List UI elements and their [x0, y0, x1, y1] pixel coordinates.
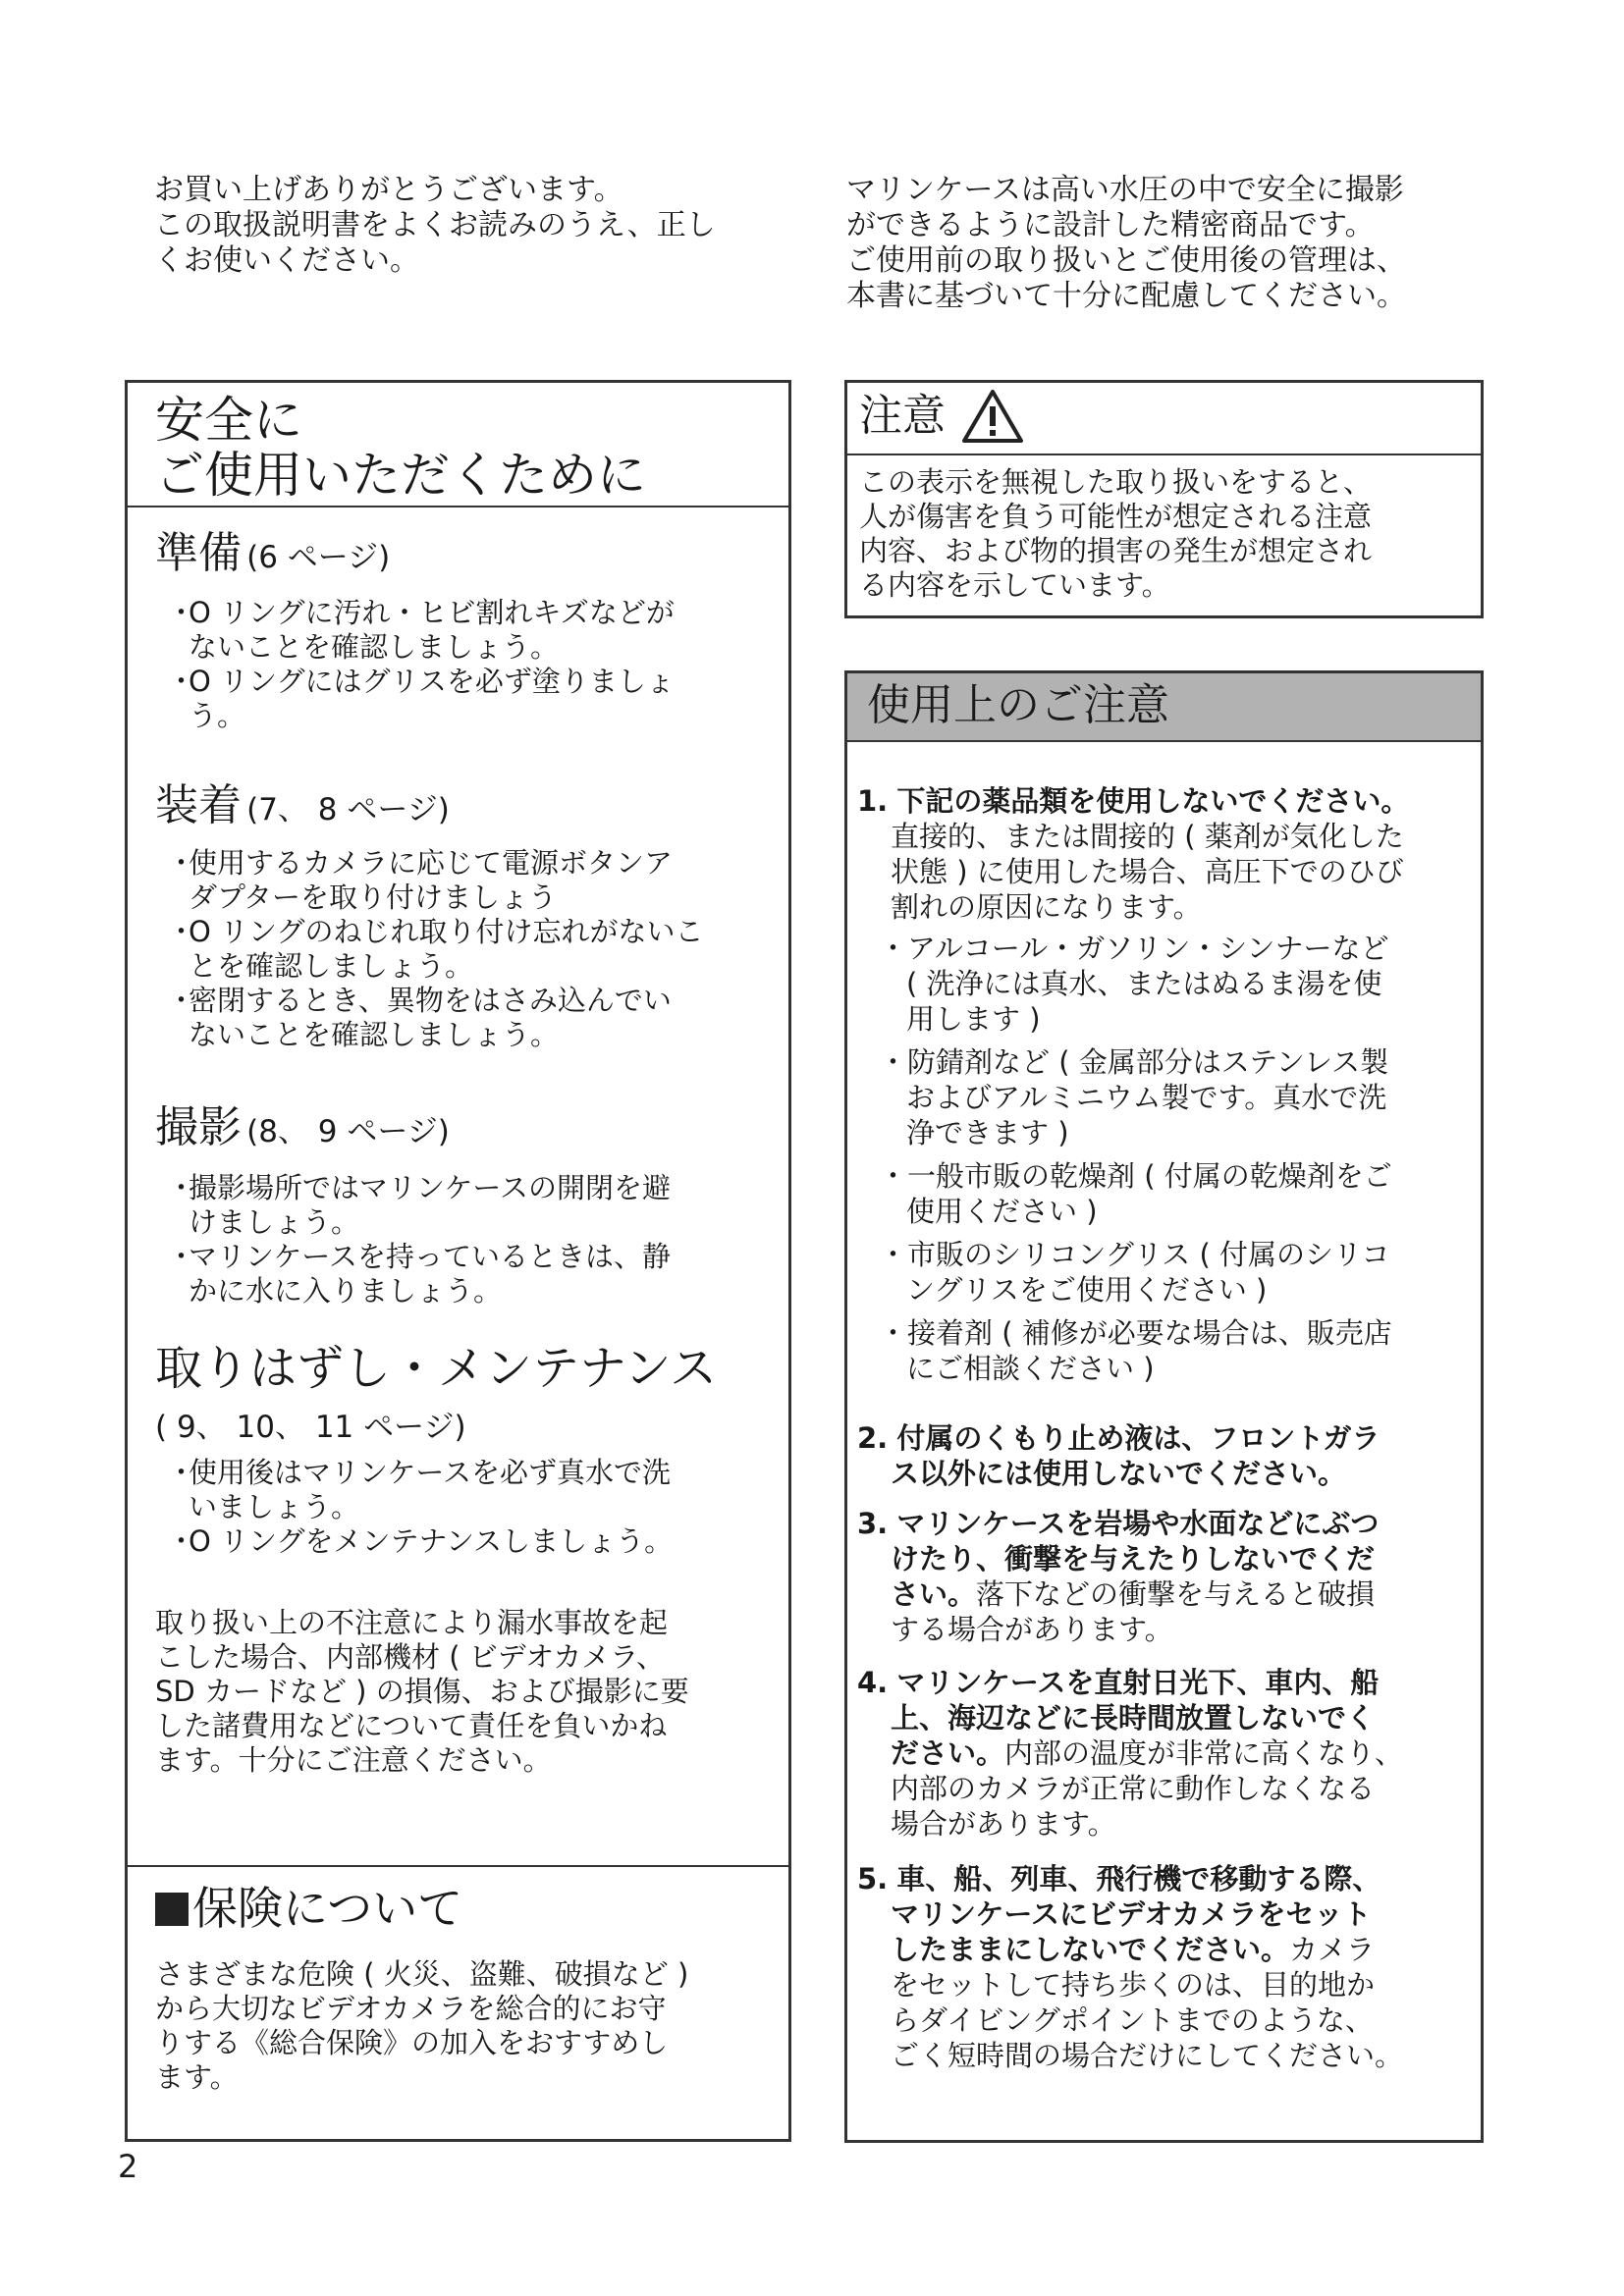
caution-box [844, 380, 1484, 618]
insurance-line: から大切なビデオカメラを総合的にお守 [155, 1992, 667, 2025]
square-bullet-icon [155, 1893, 189, 1926]
bullet-line: ( 洗浄には真水、またはぬるま湯を使 [906, 967, 1382, 1000]
item-bold-text: マリンケースを直射日光下、車内、船 [896, 1666, 1380, 1699]
item-line: 割れの原因になります。 [891, 890, 1202, 924]
notice-line: 取り扱い上の不注意により漏水事故を起 [155, 1606, 669, 1639]
safety-title-line: ご使用いただくために [155, 447, 646, 504]
bullet-mark: ・ [167, 1456, 196, 1489]
bullet-line: 使用するカメラに応じて電源ボタンア [189, 846, 674, 880]
item-bold-text: マリンケースを岩場や水面などにぶつ [896, 1507, 1380, 1540]
item-bold-text: さい。 [891, 1577, 977, 1611]
bullet-mark: ・ [167, 1524, 196, 1558]
intro-right-line: ご使用前の取り扱いとご使用後の管理は、 [846, 243, 1406, 278]
section-page-ref: (8、 9 ページ) [246, 1114, 450, 1149]
intro-left-line: お買い上げありがとうございます。 [154, 173, 623, 207]
liability-notice [155, 1606, 689, 1778]
bullet-line: 使用後はマリンケースを必ず真水で洗 [189, 1456, 671, 1489]
bullet-mark: ・ [167, 984, 196, 1017]
notice-line: ます。十分にご注意ください。 [155, 1743, 552, 1777]
notice-line: した諸費用などについて責任を負いかね [155, 1709, 668, 1742]
insurance-title [155, 1882, 462, 1935]
list-item [879, 1158, 1392, 1229]
item-line: ごく短時間の場合だけにしてください。 [891, 2039, 1404, 2072]
insurance-line: りする《総合保険》の加入をおすすめし [155, 2026, 669, 2059]
page-number: 2 [118, 2148, 138, 2185]
bullet-line: ないことを確認しましょう。 [189, 630, 560, 664]
bullet-line: いましょう。 [189, 1490, 360, 1523]
section-title: 装着 [155, 780, 242, 830]
caution-title: 注意 [859, 391, 946, 441]
intro-right-line: 本書に基づいて十分に配慮してください。 [846, 279, 1406, 313]
bullet-line: 接着剤 ( 補修が必要な場合は、販売店 [907, 1316, 1392, 1350]
intro-left [154, 173, 716, 279]
safety-box [125, 380, 791, 2142]
item-bold-text: したままにしないでください。 [891, 1933, 1290, 1966]
item-number: 3. [857, 1507, 889, 1540]
bullet-line: にご相談ください ) [906, 1352, 1155, 1385]
bullet-line: ダプターを取り付けましょう [189, 881, 557, 914]
notice-line: こした場合、内部機材 ( ビデオカメラ、 [155, 1640, 665, 1674]
bullet-line: ングリスをご使用ください ) [906, 1273, 1268, 1307]
bullet-line: かに水に入りましょう。 [189, 1274, 503, 1308]
caution-line: る内容を示しています。 [859, 568, 1170, 602]
section-title: 準備 [155, 528, 242, 578]
insurance-divider [128, 1865, 788, 1867]
bullet-line: 一般市販の乾燥剤 ( 付属の乾燥剤をご [907, 1159, 1392, 1193]
insurance-title-text: 保険について [192, 1882, 463, 1935]
bullet-mark: ・ [879, 1316, 908, 1350]
item-line: 内部のカメラが正常に動作しなくなる [891, 1772, 1376, 1805]
item-bold-text: 上、海辺などに長時間放置しないでく [891, 1701, 1376, 1735]
bullet-line: アルコール・ガソリン・シンナーなど [907, 932, 1389, 965]
list-item [167, 1171, 671, 1240]
usage-title-bar [847, 673, 1481, 742]
bullet-line: 防錆剤など ( 金属部分はステンレス製 [907, 1045, 1389, 1079]
item-bold-text: けたり、衝撃を与えたりしないでくだ [891, 1542, 1376, 1575]
list-item [879, 1237, 1392, 1308]
intro-right-line: マリンケースは高い水圧の中で安全に撮影 [846, 173, 1404, 207]
safety-title [155, 393, 646, 503]
item-bold-text: 下記の薬品類を使用しないでください。 [896, 784, 1410, 818]
bullet-mark: ・ [879, 1159, 908, 1193]
list-item [879, 1315, 1392, 1386]
bullet-line: けましょう。 [189, 1205, 360, 1239]
warning-triangle-icon [961, 389, 1024, 444]
caution-line: 内容、および物的損害の発生が想定され [859, 534, 1373, 567]
section-page-ref: (7、 8 ページ) [246, 792, 450, 828]
bullet-list-maintenance [167, 1456, 673, 1559]
usage-item-4 [857, 1665, 1403, 1842]
bullet-line: ないことを確認しましょう。 [189, 1018, 560, 1051]
list-item [167, 915, 703, 984]
safety-title-divider [128, 506, 788, 507]
bullet-mark: ・ [167, 915, 196, 948]
usage-item-5 [857, 1861, 1403, 2073]
bullet-mark: ・ [167, 846, 196, 880]
bullet-mark: ・ [167, 1171, 196, 1204]
bullet-mark: ・ [167, 596, 196, 629]
caution-line: この表示を無視した取り扱いをすると、 [859, 465, 1373, 499]
insurance-text [155, 1957, 688, 2095]
section-heading-mount [155, 780, 450, 831]
bullet-line: 撮影場所ではマリンケースの開閉を避 [189, 1171, 671, 1204]
intro-right [846, 173, 1406, 314]
caution-text [859, 465, 1372, 603]
item-bold-text: 付属のくもり止め液は、フロントガラ [896, 1421, 1380, 1455]
usage-item-2 [857, 1420, 1380, 1491]
usage-title: 使用上のご注意 [867, 680, 1169, 730]
bullet-mark: ・ [879, 1045, 908, 1079]
usage-box [844, 670, 1484, 2143]
bullet-line: O リングに汚れ・ヒビ割れキズなどが [189, 596, 675, 629]
bullet-line: 密閉するとき、異物をはさみ込んでい [189, 984, 672, 1017]
item-bold-text: ださい。 [891, 1736, 1005, 1770]
item-line: する場合があります。 [891, 1613, 1173, 1646]
caution-title-row [859, 387, 1024, 446]
list-item [167, 665, 675, 733]
list-item [879, 1044, 1392, 1150]
list-item [167, 846, 703, 915]
item-line: らダイビングポイントまでのような、 [891, 2003, 1374, 2037]
item-number: 1. [857, 784, 889, 818]
section-page-ref: (6 ページ) [246, 540, 391, 575]
bullet-line: O リングをメンテナンスしましょう。 [189, 1524, 674, 1558]
bullet-line: およびアルミニウム製です。真水で洗 [906, 1081, 1387, 1114]
bullet-line: 用します ) [906, 1002, 1041, 1036]
chemical-list [879, 931, 1392, 1386]
bullet-line: う。 [189, 699, 246, 732]
bullet-line: とを確認しましょう。 [189, 949, 474, 983]
item-text: 内部の温度が非常に高くなり、 [1004, 1736, 1404, 1770]
insurance-line: ます。 [155, 2060, 239, 2094]
bullet-line: 使用ください ) [906, 1195, 1098, 1228]
intro-left-line: この取扱説明書をよくお読みのうえ、正し [154, 208, 716, 242]
bullet-line: O リングのねじれ取り付け忘れがないこ [189, 915, 704, 948]
item-text: カメラ [1289, 1933, 1376, 1966]
safety-title-line: 安全に [155, 392, 302, 449]
item-line: 状態 ) に使用した場合、高圧下でのひび [891, 855, 1404, 888]
section-heading-shooting [155, 1102, 450, 1153]
item-bold-text: 車、船、列車、飛行機で移動する際、 [896, 1862, 1381, 1896]
bullet-line: マリンケースを持っているときは、静 [189, 1240, 671, 1273]
section-title: 取りはずし・メンテナンス [155, 1341, 718, 1396]
item-number: 4. [857, 1666, 889, 1699]
list-item [167, 596, 675, 665]
bullet-mark: ・ [167, 1240, 196, 1273]
intro-right-line: ができるように設計した精密商品です。 [846, 208, 1375, 242]
list-item [167, 1456, 673, 1524]
bullet-line: 浄できます ) [906, 1116, 1069, 1149]
section-title: 撮影 [155, 1102, 242, 1152]
item-line: 直接的、または間接的 ( 薬剤が気化した [891, 820, 1404, 853]
bullet-list-shooting [167, 1171, 671, 1308]
list-item [167, 984, 703, 1052]
bullet-list-mount [167, 846, 703, 1052]
item-text: 落下などの衝撃を与えると破損 [976, 1577, 1376, 1611]
usage-item-1 [857, 783, 1409, 925]
caution-divider [847, 454, 1481, 455]
bullet-mark: ・ [879, 1238, 908, 1271]
bullet-line: 市販のシリコングリス ( 付属のシリコ [907, 1238, 1390, 1271]
item-number: 5. [857, 1862, 889, 1896]
intro-left-line: くお使いください。 [154, 243, 419, 278]
list-item [167, 1240, 671, 1308]
caution-line: 人が傷害を負う可能性が想定される注意 [859, 500, 1373, 533]
bullet-mark: ・ [167, 665, 196, 698]
bullet-mark: ・ [879, 932, 908, 965]
notice-line: SD カードなど ) の損傷、および撮影に要 [155, 1675, 689, 1708]
bullet-list-prep [167, 596, 675, 733]
list-item [879, 931, 1392, 1037]
section-page-ref: ( 9、 10、 11 ページ) [155, 1410, 466, 1445]
insurance-line: さまざまな危険 ( 火災、盗難、破損など ) [155, 1957, 689, 1991]
section-heading-prep [155, 528, 390, 579]
bullet-line: O リングにはグリスを必ず塗りましょ [189, 665, 675, 698]
item-bold-text: マリンケースにビデオカメラをセット [891, 1897, 1372, 1931]
section-heading-maintenance [155, 1343, 717, 1394]
usage-item-3 [857, 1506, 1379, 1647]
item-number: 2. [857, 1421, 889, 1455]
item-line: をセットして持ち歩くのは、目的地か [891, 1968, 1376, 2002]
item-bold-text: ス以外には使用しないでください。 [891, 1457, 1347, 1490]
list-item [167, 1524, 673, 1559]
item-line: 場合があります。 [891, 1807, 1116, 1841]
